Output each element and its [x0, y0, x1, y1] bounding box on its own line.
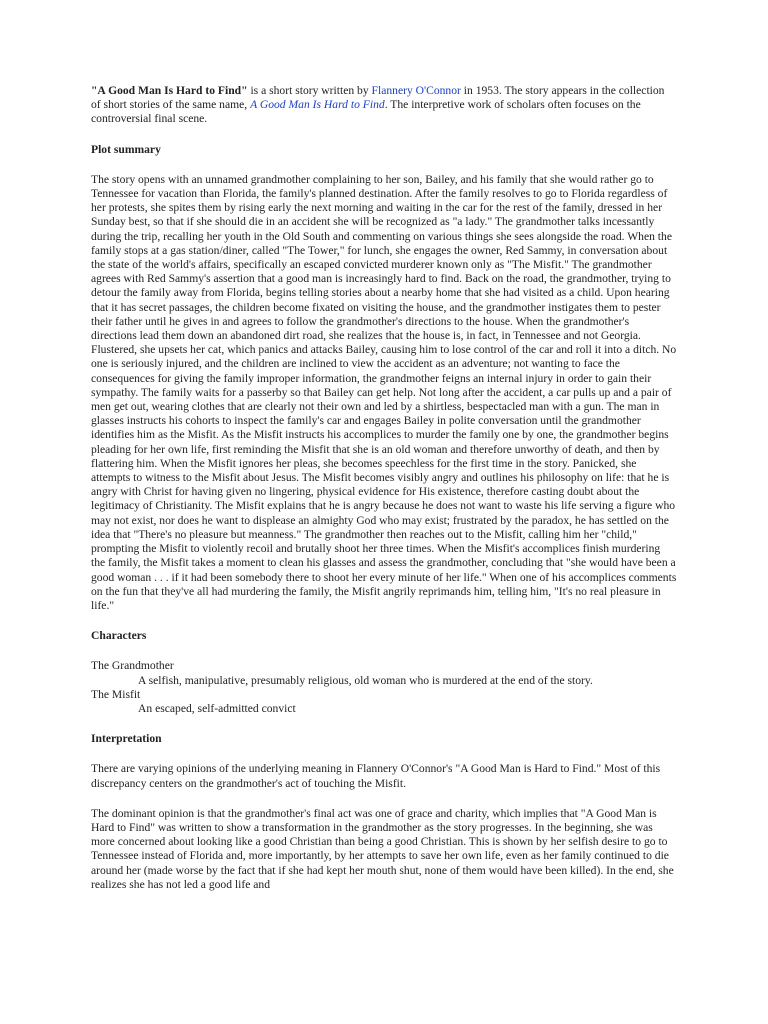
character-desc-misfit: An escaped, self-admitted convict — [138, 701, 296, 715]
characters-heading: Characters — [91, 629, 147, 643]
collection-link[interactable]: A Good Man Is Hard to Find — [250, 98, 385, 112]
interpretation-heading: Interpretation — [91, 732, 162, 746]
character-name-misfit: The Misfit — [91, 687, 141, 701]
story-title: "A Good Man Is Hard to Find" — [91, 84, 248, 97]
interpretation-paragraph-2: The dominant opinion is that the grandmother's final act was one of grace and charity, which implies that "A Good Man is Hard to Find" was written to show a transformation in the grandmother as the story progresses. In the beginning, she was more concerned about looking like a good Christian than being a good Christian. This is shown by her selfish desire to go to Tennessee instead of Florida and, more importantly, by her attempts to save her own life, even as her family continued to die around her (made worse by the fact that if she had kept her mouth shut, none of them would have been killed). In the end, she realizes she has not led a good life and — [91, 806, 674, 891]
author-link[interactable]: Flannery O'Connor — [371, 84, 461, 97]
interpretation-paragraph-1: There are varying opinions of the underlying meaning in Flannery O'Connor's "A Good Man is Hard to Find." Most of this discrepancy centers on the grandmother's act of touching the Misfit. — [91, 762, 661, 790]
intro-text-2: in 1953. The story appears in the collection of short stories of the same name, — [91, 84, 665, 112]
intro-text-3: . The interpretive work of scholars often focuses on the controversial final scene. — [91, 98, 641, 126]
character-name-grandmother: The Grandmother — [91, 659, 174, 673]
character-desc-grandmother: A selfish, manipulative, presumably religious, old woman who is murdered at the end of the story. — [138, 673, 593, 687]
plot-summary-paragraph: The story opens with an unnamed grandmother complaining to her son, Bailey, and his family that she would rather go to Tennessee for vacation than Florida, the family's planned destination. After the family resolves to go to Florida regardless of her protests, she spites them by rising early the next morning and waiting in the car for the rest of the family, dressed in her Sunday best, so that if she should die in an accident she will be recognized as "a lady." The grandmother talks incessantly during the trip, recalling her youth in the Old South and commenting on various things she sees alongside the road. When the family stops at a gas station/diner, called "The Tower," for lunch, she engages the owner, Red Sammy, in conversation about the state of the world's affairs, specifically an escaped convicted murderer known only as "The Misfit." The grandmother agrees with Red Sammy's assertion that a good man is increasingly hard to find. Back on the road, the grandmother, trying to detour the family away from Florida, begins telling stories about a nearby home that she had visited as a child. Upon hearing that it has secret passages, the children become fixated on visiting the house, and the grandmother instigates them to pester their father until he gives in and agrees to follow the grandmother's directions to the house. When the grandmother's directions lead them down an abandoned dirt road, she realizes that the house is, in fact, in Tennessee and not Georgia. Flustered, she upsets her cat, which panics and attacks Bailey, causing him to lose control of the car and roll it into a ditch. No one is seriously injured, and the children are inclined to view the accident as an adventure; not wanting to face the consequences for giving the family improper information, the grandmother feigns an internal injury in order to gain their sympathy. The family waits for a passerby so that Bailey can get help. Not long after the accident, a car pulls up and a pair of men get out, wearing clothes that are clearly not their own and led by a shirtless, bespectacled man with a gun. The man in glasses instructs his cohorts to inspect the family's car and engages Bailey in polite conversation until the grandmother identifies him as the Misfit. As the Misfit instructs his accomplices to murder the family one by one, the grandmother begins pleading for her own life, first reminding the Misfit that she is an old woman and therefore unworthy of death, and then by flattering him. When the Misfit ignores her pleas, she becomes speechless for the first time in the story. Panicked, she attempts to witness to the Misfit about Jesus. The Misfit becomes visibly angry and outlines his philosophy on life: that he is angry with Christ for having given no lingering, physical evidence for His existence, therefore casting doubt about the legitimacy of Christianity. The Misfit explains that he is angry because he does not want to waste his life serving a figure who may not exist, nor does he want to displease an almighty God who may exist; frustrated by the paradox, he has settled on the idea that "There's no pleasure but meanness." The grandmother then reaches out to the Misfit, calling him her "child," prompting the Misfit to violently recoil and brutally shoot her three times. When the Misfit's accomplices finish murdering the family, the Misfit takes a moment to clean his glasses and assess the grandmother, concluding that "she would have been a good woman . . . if it had been somebody there to shoot her every minute of her life." When one of his accomplices comments on the fun that they've all had murdering the family, the Misfit angrily reprimands him, telling him, "It's no real pleasure in life." — [91, 172, 677, 612]
intro-text-1: is a short story written by — [247, 84, 372, 97]
intro-paragraph — [91, 84, 677, 127]
characters-list — [91, 659, 677, 716]
plot-summary-heading: Plot summary — [91, 142, 161, 156]
document-page — [91, 84, 677, 908]
